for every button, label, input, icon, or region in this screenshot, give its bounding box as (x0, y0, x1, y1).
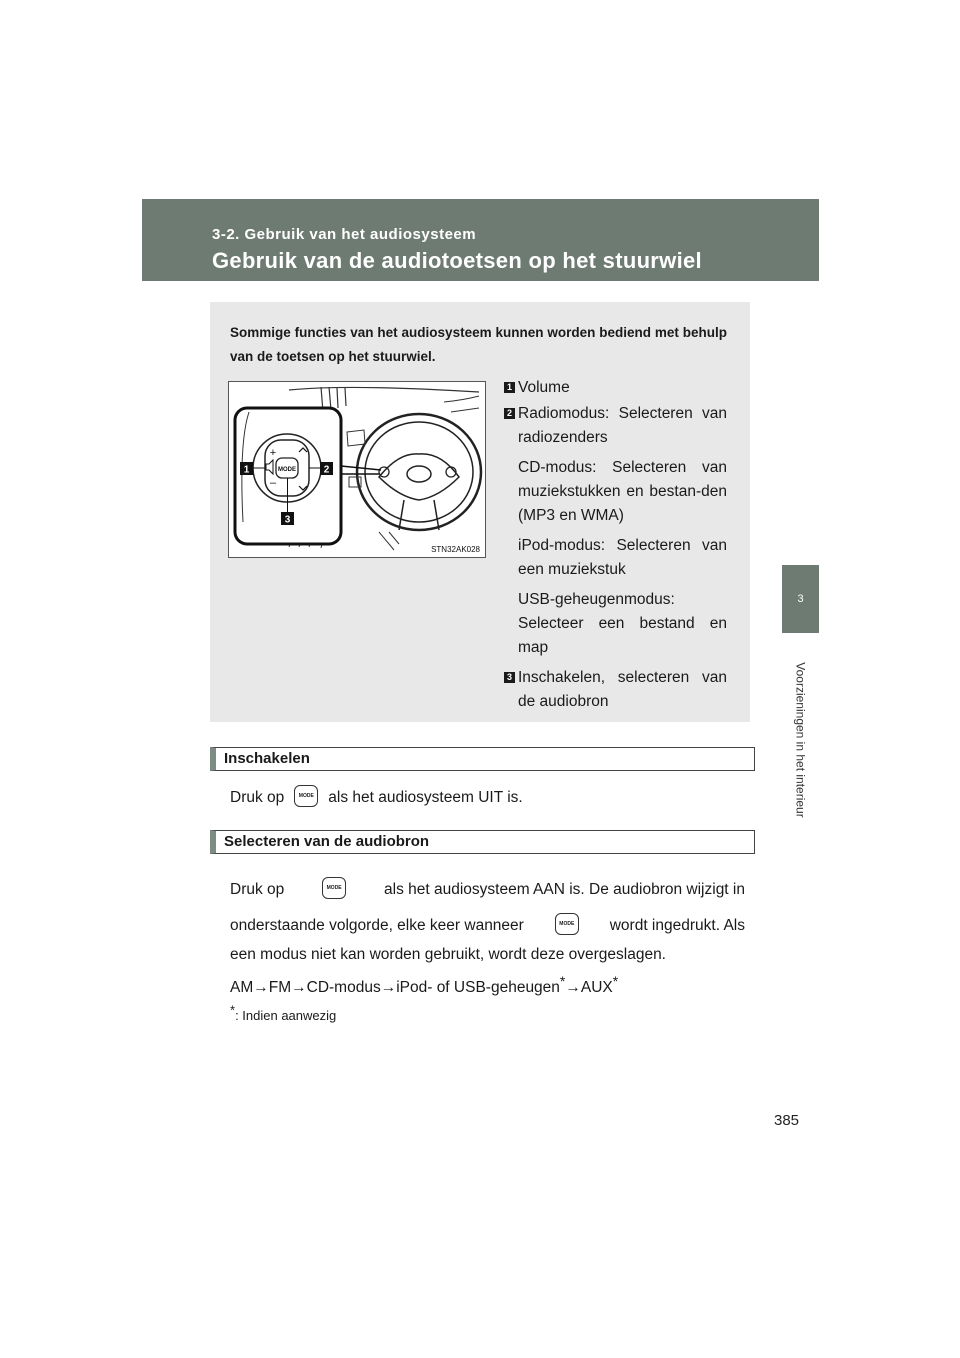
section-heading-text: Selecteren van de audiobron (224, 833, 430, 850)
footnote-mark: * (230, 1002, 236, 1018)
legend-number: 1 (504, 382, 515, 393)
text-segment: als het audiosysteem UIT is. (328, 789, 523, 807)
legend-item-3 (504, 666, 727, 714)
legend-text: Inschakelen, selecteren van de audiobron (518, 669, 727, 710)
select-source-line-3: een modus niet kan worden gebruikt, wordt deze overgeslagen. (230, 946, 666, 963)
text-segment: onderstaande volgorde, elke keer wanneer (230, 917, 524, 934)
select-source-line-1 (230, 879, 745, 901)
page-title: Gebruik van de audiotoetsen op het stuurwiel (212, 248, 702, 273)
legend-text: CD-modus: Selecteren van muziekstukken en bestan-den (MP3 en WMA) (518, 459, 727, 524)
chapter-number: 3 (797, 593, 804, 605)
text-segment: als het audiosysteem AAN is. De audiobron wijzigt in (384, 881, 745, 898)
section-subtitle: 3-2. Gebruik van het audiosysteem (212, 226, 477, 243)
source-sequence (230, 972, 619, 999)
intro-text: Sommige functies van het audiosysteem kunnen worden bediend met behulp van de toetsen op het stuurwiel. (230, 325, 727, 364)
legend-text: Volume (518, 379, 570, 396)
text-segment: wordt ingedrukt. Als (609, 917, 745, 934)
figure-code: STN32AK028 (431, 545, 480, 554)
header-band (142, 199, 819, 281)
mode-button-icon: MODE (294, 785, 318, 807)
legend (504, 376, 727, 714)
legend-item-1 (504, 376, 727, 400)
select-source-line-2 (230, 915, 745, 937)
mode-button-icon: MODE (555, 913, 579, 935)
text-segment: Druk op (230, 881, 285, 898)
section-heading-switch-on (210, 747, 755, 771)
svg-text:+: + (269, 447, 277, 459)
steering-wheel-illustration (229, 382, 485, 557)
footnote-text: : Indien aanwezig (235, 1008, 337, 1023)
svg-text:1: 1 (243, 464, 250, 476)
legend-number: 3 (504, 672, 515, 683)
mode-button-icon: MODE (322, 877, 346, 899)
svg-text:MODE: MODE (278, 467, 296, 473)
legend-text: USB-geheugenmodus: Selecteer een bestand en map (518, 591, 727, 656)
chapter-tab (782, 565, 819, 633)
svg-text:–: – (269, 477, 277, 489)
info-box (210, 302, 750, 722)
svg-text:2: 2 (323, 464, 330, 476)
legend-text: iPod-modus: Selecteren van een muziekstuk (518, 537, 727, 578)
asterisk: * (612, 972, 619, 989)
text-segment: Druk op (230, 789, 285, 807)
steering-wheel-figure (228, 381, 486, 558)
chapter-label (783, 645, 819, 835)
page-number: 385 (774, 1112, 800, 1129)
section-heading-text: Inschakelen (224, 750, 310, 767)
sequence-text: AM→FM→CD-modus→iPod- of USB-geheugen (230, 979, 560, 996)
sequence-end-text: →AUX (565, 979, 613, 996)
switch-on-text (230, 787, 523, 809)
svg-text:3: 3 (284, 514, 291, 526)
legend-text: Radiomodus: Selecteren van radiozenders (518, 405, 727, 446)
legend-item-2 (504, 402, 727, 660)
section-heading-select-source (210, 830, 755, 854)
footnote (230, 1002, 337, 1023)
legend-number: 2 (504, 408, 515, 419)
asterisk: * (559, 972, 566, 989)
chapter-label-text: Voorzieningen in het interieur (794, 662, 808, 818)
